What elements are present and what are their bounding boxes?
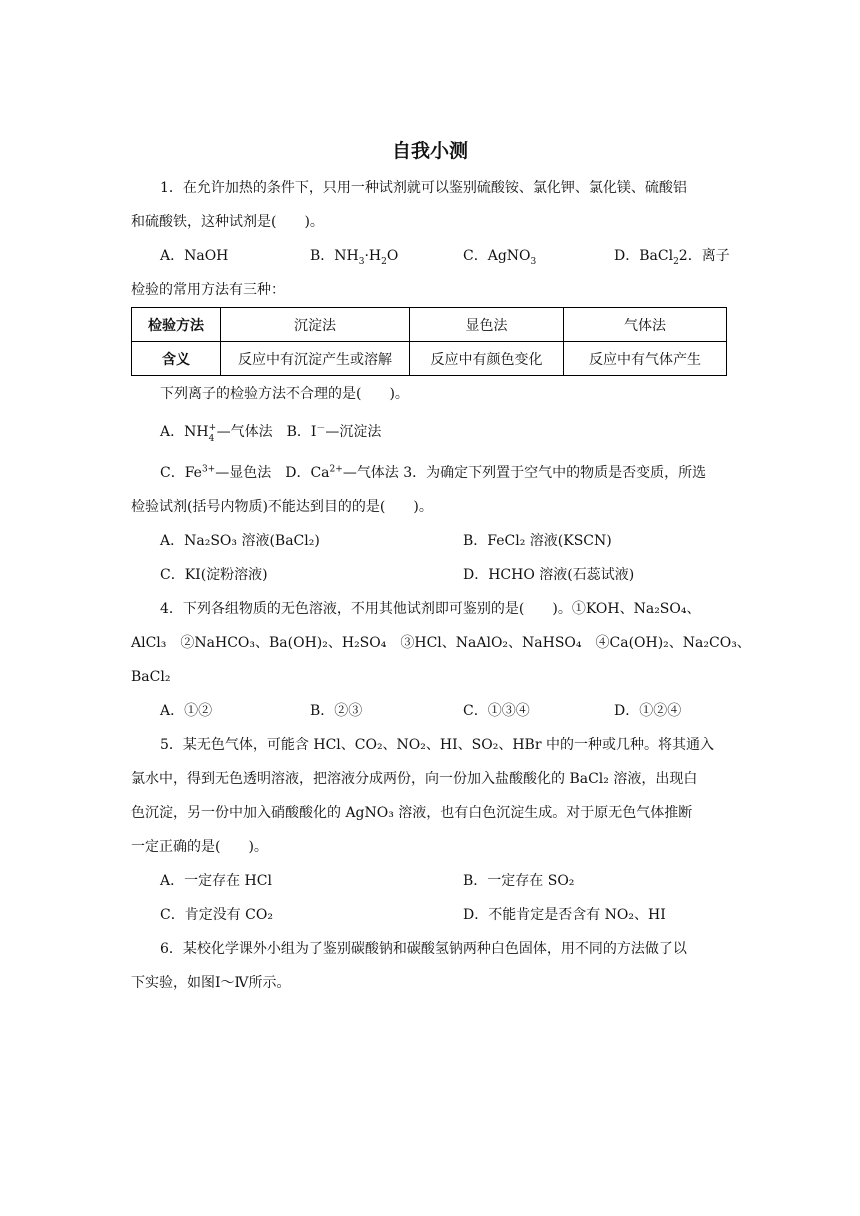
- q4-option-c: C．①③④: [463, 703, 530, 719]
- q1-option-d: D．BaCl$_2$2．离子: [614, 248, 730, 267]
- table-header-row: [132, 308, 727, 342]
- q5-option-a: A．一定存在 HCl: [160, 873, 272, 889]
- q4-option-b: B．②③: [310, 703, 363, 719]
- page-title: 自我小测: [391, 140, 468, 162]
- q3-option-a: A．Na₂SO₃ 溶液(BaCl₂): [160, 533, 320, 549]
- q3-option-d: D．HCHO 溶液(石蕊试液): [463, 567, 635, 583]
- table-row: [132, 342, 727, 376]
- q5-option-d: D．不能肯定是否含有 NO₂、HI: [463, 907, 666, 923]
- q5-option-c: C．肯定没有 CO₂: [160, 907, 273, 923]
- q3-stem-line2: 检验试剂(括号内物质)不能达到目的的是( )。: [131, 499, 433, 515]
- table-cell: 含义: [132, 342, 221, 376]
- q2-intro-line: 检验的常用方法有三种：: [131, 282, 285, 298]
- detection-methods-table: [131, 307, 727, 376]
- table-header-cell: 气体法: [564, 308, 727, 342]
- q2-stem: 下列离子的检验方法不合理的是( )。: [160, 386, 409, 402]
- q3-option-b: B．FeCl₂ 溶液(KSCN): [463, 533, 612, 549]
- q5-line1: 5．某无色气体，可能含 HCl、CO₂、NO₂、HI、SO₂、HBr 中的一种或几种。将其通入: [160, 737, 714, 753]
- q4-option-a: A．①②: [160, 703, 213, 719]
- table-cell: 反应中有气体产生: [564, 342, 727, 376]
- table-header-cell: 检验方法: [132, 308, 221, 342]
- q5-line2: 氯水中，得到无色透明溶液，把溶液分成两份，向一份加入盐酸酸化的 BaCl₂ 溶液，出现白: [131, 771, 698, 787]
- q5-line4: 一定正确的是( )。: [131, 839, 268, 855]
- table-header-cell: 沉淀法: [221, 308, 410, 342]
- q1-line2: 和硫酸铁，这种试剂是( )。: [131, 214, 324, 230]
- q5-option-b: B．一定存在 SO₂: [463, 873, 575, 889]
- q1-line1: 1．在允许加热的条件下，只用一种试剂就可以鉴别硫酸铵、氯化钾、氯化镁、硫酸铝: [160, 180, 687, 196]
- q2-options-ab: A．NH + 4 —气体法 B．I－—沉淀法: [160, 423, 382, 444]
- q3-option-c: C．KI(淀粉溶液): [160, 567, 268, 583]
- q4-line3: BaCl₂: [131, 669, 171, 685]
- q6-line2: 下实验，如图Ⅰ～Ⅳ所示。: [131, 975, 291, 991]
- q4-line1: 4．下列各组物质的无色溶液，不用其他试剂即可鉴别的是( )。①KOH、Na₂SO₄、: [160, 601, 701, 617]
- q5-line3: 色沉淀，另一份中加入硝酸酸化的 AgNO₃ 溶液，也有白色沉淀生成。对于原无色气体推断: [131, 805, 693, 821]
- q1-option-a: A．NaOH: [160, 248, 229, 264]
- table-cell: 反应中有颜色变化: [410, 342, 564, 376]
- q6-line1: 6．某校化学课外小组为了鉴别碳酸钠和碳酸氢钠两种白色固体，用不同的方法做了以: [160, 941, 687, 957]
- q4-line2: AlCl₃ ②NaHCO₃、Ba(OH)₂、H₂SO₄ ③HCl、NaAlO₂、NaHSO₄ ④Ca(OH)₂、Na₂CO₃、: [131, 635, 751, 651]
- q2-options-cd: C．$Fe^{3+}—$显色法 D．$Ca^{2+}—$气体法 3．为确定下列置于空气中的物质是否变质，所选: [160, 464, 707, 481]
- q1-option-c: C．AgNO$_3$: [463, 248, 537, 267]
- q4-option-d: D．①②④: [614, 703, 682, 719]
- table-cell: 反应中有沉淀产生或溶解: [221, 342, 410, 376]
- q1-option-b: B．$NH_3\cdot H_2O$: [310, 248, 399, 267]
- table-header-cell: 显色法: [410, 308, 564, 342]
